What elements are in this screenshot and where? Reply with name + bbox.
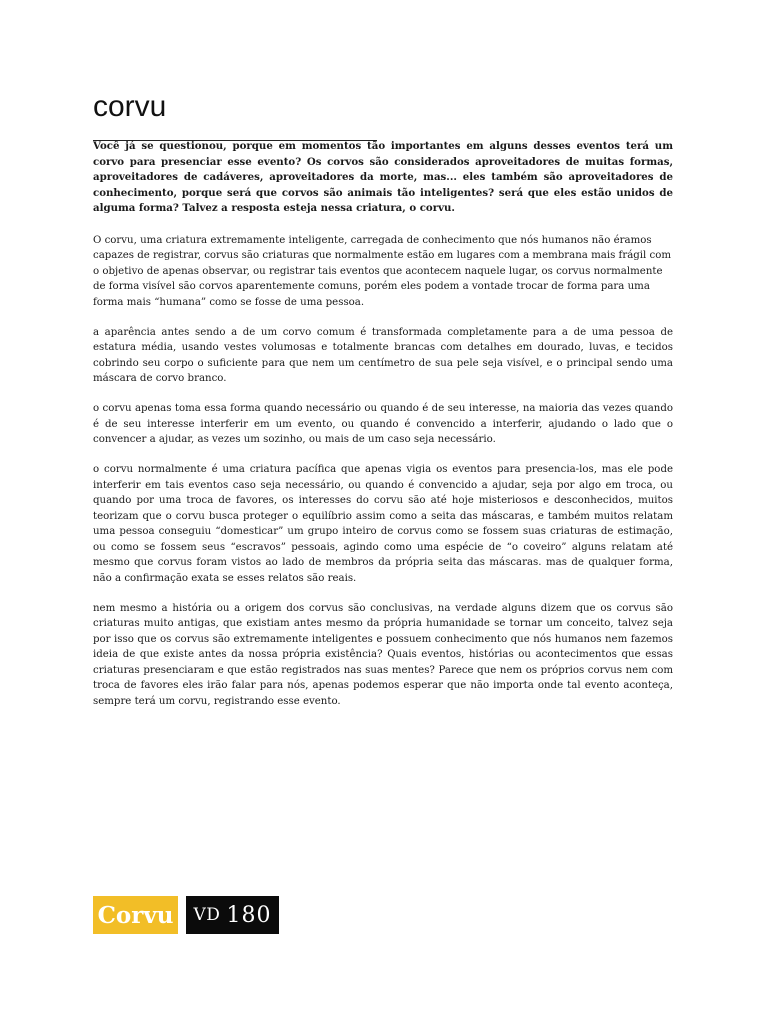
paragraph-3: o corvu apenas toma essa forma quando necessário ou quando é de seu interesse, na maioria das vezes quando é de seu interesse interferir em um evento, ou quando é convencido a interferir, ajudando o lado que o convencer a ajudar, as vezes um sozinho, ou mais de um caso seja necessário.: [93, 403, 673, 445]
logo-brand-text: Corvu: [97, 901, 174, 929]
paragraph-4: o corvu normalmente é uma criatura pacífica que apenas vigia os eventos para presencia-los, mas ele pode interferir em tais eventos caso seja necessário, ou quando é convencido a ajudar, seja por algo em troca, ou quando por uma troca de favores, os interesses do corvu são até hoje misteriosos e desconhecidos, muitos teorizam que o corvu busca proteger o equilíbrio assim como a seita das máscaras, e também muitos relatam uma pessoa conseguiu “domesticar” um grupo inteiro de corvus como se fossem suas criaturas de estimação, ou como se fossem seus “escravos” pessoais, agindo como uma espécie de “o coveiro” alguns relatam até mesmo que corvus foram vistos ao lado de membros da própria seita das máscaras. mas de qualquer forma, não a confirmação exata se esses relatos são reais.: [93, 464, 673, 584]
document-body: [93, 139, 673, 724]
vd-label: VD: [193, 905, 221, 925]
paragraph-5: nem mesmo a história ou a origem dos corvus são conclusivas, na verdade alguns dizem que os corvus são criaturas muito antigas, que existiam antes mesmo da própria humanidade se tornar um conceito, talvez seja por isso que os corvus são extremamente inteligentes e possuem conhecimento que nós humanos nem fazemos ideia de que existe antes da nossa própria existência? Quais eventos, histórias ou acontecimentos que essas criaturas presenciaram e que estão registrados nas suas mentes? Parece que nem os próprios corvus nem com troca de favores eles irão falar para nós, apenas podemos esperar que não importa onde tal evento aconteça, sempre terá um corvu, registrando esse evento.: [93, 602, 673, 707]
paragraph-2: a aparência antes sendo a de um corvo comum é transformada completamente para a de uma pessoa de estatura média, usando vestes volumosas e totalmente brancas com detalhes em dourado, luvas, e tecidos cobrindo seu corpo o suficiente para que nem um centímetro de sua pele seja visível, e o principal sendo uma máscara de corvo branco.: [93, 326, 673, 384]
vd-badge: [186, 896, 279, 934]
corvu-logo: [93, 896, 178, 934]
vd-number: 180: [226, 902, 272, 928]
intro-paragraph: Você já se questionou, porque em momentos tão importantes em alguns desses eventos terá um corvo para presenciar esse evento? Os corvos são considerados aproveitadores de muitas formas, aproveitadores de cadáveres, aproveitadores da morte, mas... eles também são aproveitadores de conhecimento, porque será que corvos são animais tão inteligentes? será que eles estão unidos de alguma forma? Talvez a resposta esteja nessa criatura, o corvu.: [93, 140, 673, 214]
paragraph-1: O corvu, uma criatura extremamente inteligente, carregada de conhecimento que nós humanos não éramos capazes de registrar, corvus são criaturas que normalmente estão em lugares com a membrana mais frágil com o objetivo de apenas observar, ou registrar tais eventos que acontecem naquele lugar, os corvus normalmente de forma visível são corvos aparentemente comuns, porém eles podem a vontade trocar de forma para uma forma mais “humana” como se fosse de uma pessoa.: [93, 234, 672, 308]
page-title: corvu: [93, 90, 167, 123]
